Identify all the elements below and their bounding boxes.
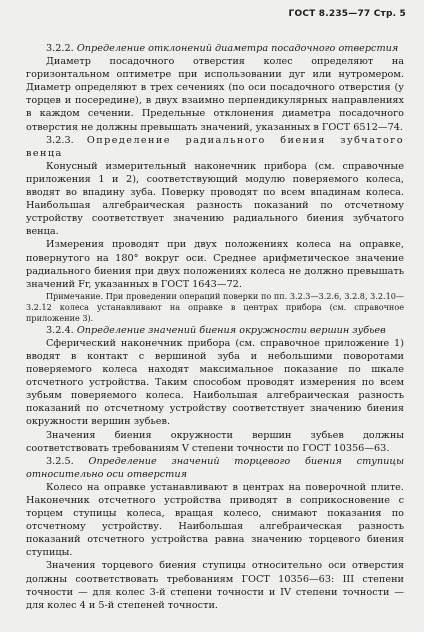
section-heading: [26, 42, 404, 55]
note: Примечание. При проведении операций поверки по пп. 3.2.3—3.2.6, 3.2.8, 3.2.10—3.2.12 колеса устанавливают на оправке в центрах прибора (см. справочное приложение 3).: [26, 290, 404, 323]
document-body: [26, 42, 404, 612]
section-title: Определение значений биения окружности вершин зубьев: [76, 324, 386, 336]
paragraph: Конусный измерительный наконечник прибора (см. справочные приложения 1 и 2), соответствующий модулю поверяемого колеса, вводят во впадину зуба. Поверку проводят по всем впадинам колеса. Наибольшая алгебраическая разность показаний по отсчетному устройству соответствует значению радиального биения зубчатого венца.: [26, 160, 404, 238]
paragraph: Колесо на оправке устанавливают в центрах на поверочной плите. Наконечник отсчетного устройства приводят в соприкосновение с торцем ступицы колеса, вращая колесо, снимают показания по отсчетному устройству. Наибольшая алгебраическая разность показаний отсчетного устройства равна значению торцевого биения ступицы.: [26, 481, 404, 559]
paragraph: Измерения проводят при двух положениях колеса на оправке, повернутого на 180° вокруг оси. Среднее арифметическое значение радиального биения при двух положениях колеса не должно превышать значений Fr, указанных в ГОСТ 1643—72.: [26, 239, 404, 290]
section-number: 3.2.3.: [46, 134, 74, 146]
paragraph: Значения биения окружности вершин зубьев должны соответствовать требованиям V степени точности по ГОСТ 10356—63.: [26, 429, 404, 454]
paragraph: Диаметр посадочного отверстия колес определяют на горизонтальном оптиметре при использовании дуг или нутромером. Диаметр определяют в трех сечениях (по оси посадочного отверстия (у торцев и посередине), в двух взаимно перпендикулярных направлениях в каждом сечении. Предельные отклонения диаметра посадочного отверстия не должны превышать значений, указанных в ГОСТ 6512—74.: [26, 56, 404, 133]
section-title: Определение значений торцевого биения ступицы относительно оси отверстия: [26, 455, 404, 480]
section-title: Определение отклонений диаметра посадочного отверстия: [76, 43, 399, 54]
section-heading: [26, 134, 404, 160]
paragraph: Значения торцевого биения ступицы относительно оси отверстия должны соответствовать требованиям ГОСТ 10356—63: III степени точности — для колес 3-й степени точности и IV степени точности — для колес 4 и 5-й степеней точности.: [26, 560, 404, 611]
section-number: 3.2.5.: [46, 455, 74, 467]
paragraph: Сферический наконечник прибора (см. справочное приложение 1) вводят в контакт с вершиной зуба и небольшими поворотами поверяемого колеса находят максимальное показание по шкале отсчетного устройства. Таким способом проводят измерения по всем зубьям поверяемого колеса. Наибольшая алгебраическая разность показаний по отсчетному устройству соответствует значению биения окружности вершин зубьев.: [26, 337, 404, 428]
section-title: Определение радиального биения зубчатого венца: [26, 134, 404, 159]
page-header: ГОСТ 8.235—77 Стр. 5: [288, 9, 406, 19]
section-number: 3.2.2.: [46, 43, 74, 54]
section-heading: [26, 324, 404, 337]
section-number: 3.2.4.: [46, 324, 74, 336]
section-heading: [26, 455, 404, 481]
